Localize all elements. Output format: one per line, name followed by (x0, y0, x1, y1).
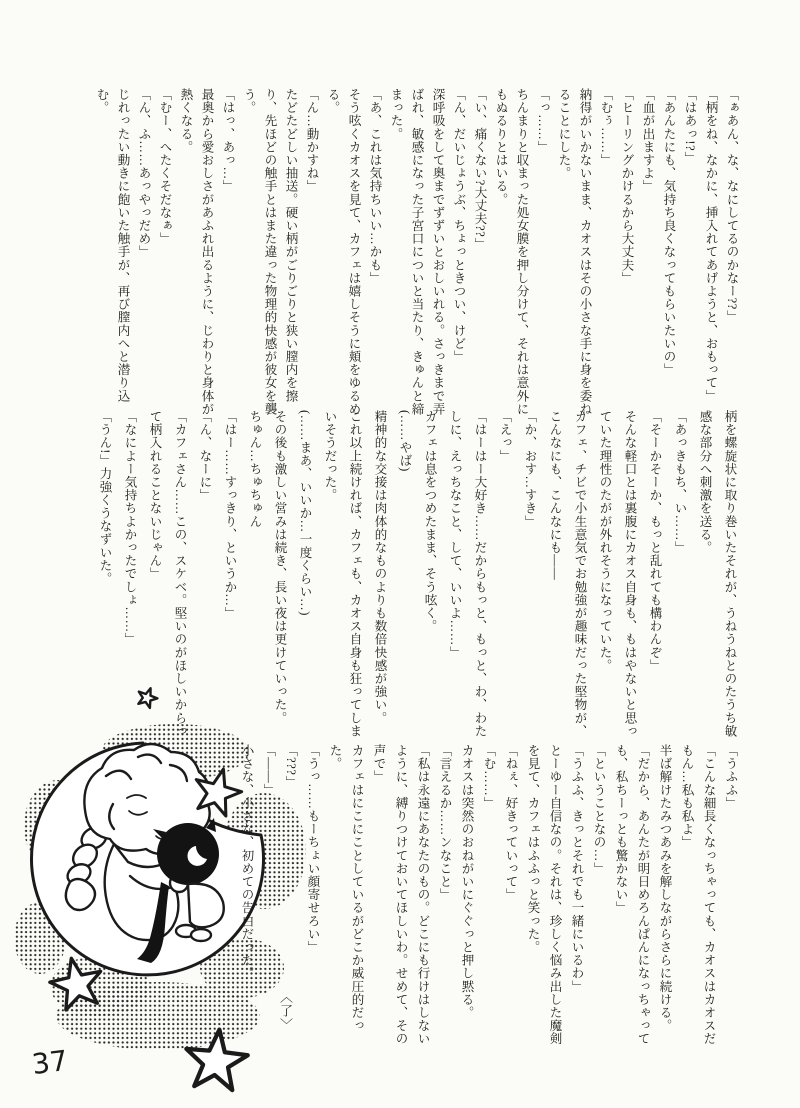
text-line: 「はっ、あっ…」 (221, 88, 235, 193)
text-section-middle (92, 410, 742, 742)
text-line: 「む……」 (482, 744, 496, 810)
text-line: カオスは突然のおねがいにぐぐっと押し黙る。 (460, 744, 474, 1020)
text-line: 「えっ」 (498, 410, 512, 463)
text-line: 「うっ……もーちょい顔寄せろい」 (306, 744, 320, 954)
text-line: (……まあ、いいか…一度くらい…) (298, 410, 312, 617)
text-line: カフェはにこにことしているがどこか威圧的だった。 (328, 744, 364, 1033)
text-line: 「ん…動かすね」 (305, 88, 319, 193)
text-line: 深呼吸をして奥までずずいとおしいれる。さっきまで弄ばれ、敏感になった子宮口についと当たり、きゅんと締まった。 (389, 88, 445, 416)
text-line: 「柄をね、なかに、挿入れてあげようと、おもって」 (704, 88, 718, 403)
text-line: 「あっきもち、い……」 (673, 410, 687, 555)
text-line: 「うふふ」 (724, 744, 738, 810)
text-line: 柄を螺旋状に取り巻いたそれが、うねうねとのたうち敏感な部分へ刺激を送る。 (698, 410, 737, 738)
end-mark: 〈了〉 (278, 990, 293, 1032)
text-line: 「ぁあん、な、なにしてるのかなー??」 (725, 88, 739, 323)
text-line: ちゅん…ちゅちゅん (248, 410, 262, 528)
text-line: 精神的な交接は肉体的なものよりも数倍快感が強い。 (373, 410, 387, 725)
text-line: とーゆー自信なの。それは、珍しく悩み出した魔剣を見て、カフェはふふっと笑った。 (526, 744, 562, 1046)
page-number: 37 (30, 1043, 70, 1082)
text-line: そう呟くカオスを見て、カフェは嬉しそうに頬をゆるめる。 (326, 88, 361, 416)
text-line: 「あんたにも、気持ち良くなってもらいたいの」 (662, 88, 676, 377)
text-line: その後も激しい営みは続き、長い夜は更けていった。 (273, 410, 287, 725)
text-line: 「ん、ふ……あっやっだめ」 (137, 88, 151, 259)
text-line: 「むぅ……」 (599, 88, 613, 167)
text-line: 「――」 (262, 744, 276, 797)
text-line: 「こんな細長くなっちゃっても、カオスはカオスだもん…私も私よ」 (680, 744, 716, 1046)
text-line: 「私は永遠にあなたのもの。どこにも行けはしないように、縛りつけておいてほしいわ。せめて、その声で」 (372, 744, 430, 1046)
text-line: たどたどしい抽送。硬い柄がごりごりと狭い膣内を擦り、先ほどの触手とはまた違った物理的快感が彼女を襲う。 (242, 88, 298, 416)
text-line: 「ヒーリングかけるから大丈夫」 (620, 88, 634, 285)
text-line: 「ん、だいじょうぶ、ちょっときつい、けど」 (452, 88, 466, 364)
text-line: ちんまりと収まった処女膜を押し分けて、それは意外にもぬるりとはいる。 (494, 88, 529, 416)
text-line: 「あ、これは気持ちいい…かも」 (368, 88, 382, 285)
text-line: 「い、痛くない?大丈夫??」 (473, 88, 487, 251)
text-line: 「か、おす…すき」 (523, 410, 537, 528)
text-line: 「血が出ますよ」 (641, 88, 655, 193)
text-line: カフェは息をつめたまま、そう呟く。 (423, 410, 437, 633)
text-line: じれったい動きに飽いた触手が、再び膣内へと潜り込む。 (95, 88, 130, 403)
text-line: そんな軽口とは裏腹にカオス自身も、もはやないと思っていた理性のたがが外れそうになっていた。 (598, 410, 637, 738)
text-line: 「ん、なーに」 (198, 410, 212, 502)
text-line: 「うふふ、きっとそれでも一緒にいるわ」 (570, 744, 584, 993)
text-line: カフェ、チビで小生意気でお勉強が趣味だった堅物が、こんなにも、こんなにも―― (548, 410, 587, 738)
text-line: 「はーはー大好き……だからもっと、もっと、わ、わたしに、えっちなこと、して、いいよ……」 (448, 410, 487, 738)
text-line: 「だから、あんたが明日めろんぱんになっちゃっても、私ちーっとも驚かない」 (614, 744, 650, 1046)
text-line: 「ねぇ、好きっていって」 (504, 744, 518, 902)
text-line: 「カフェさん……この、スケベ。堅いのがほしいからって柄入れることないじゃん」 (148, 410, 187, 738)
text-line: 「っ……」 (536, 88, 550, 154)
text-line: 「はあっ!?」 (683, 88, 697, 165)
text-section-bottom (236, 744, 742, 1058)
text-line: 「はー……すっきり、というか…」 (223, 410, 237, 620)
text-line: 「うん!」力強くうなずいた。 (98, 410, 112, 586)
text-line: 「ということなの…」 (592, 744, 606, 875)
text-line: 「なによー気持ちよかったでしょ……」 (123, 410, 137, 646)
text-line: (……やば) (398, 410, 412, 472)
text-line: 「言えるか……ンなこと」 (438, 744, 452, 902)
text-line: 納得がいかないまま、カオスはその小さな手に身を委ねることにした。 (557, 88, 592, 416)
text-line: 「むー、へたくそだなぁ」 (158, 88, 172, 246)
text-line: 最奥から愛おしさがあふれ出るように、じわりと身体が熱くなる。 (179, 88, 214, 416)
text-line: 「???」 (284, 744, 298, 789)
text-line: これ以上続ければ、カフェも、カオス自身も狂ってしまいそうだった。 (323, 410, 362, 738)
text-line: 半ば解けたみつあみを解しながらさらに続ける。 (658, 744, 672, 1033)
text-line: 「そーかそーか、もっと乱れても構わんぞ」 (648, 410, 662, 672)
text-line: 小さな、小さな、初めての告白だった。 (240, 744, 254, 980)
text-section-top (91, 88, 742, 420)
